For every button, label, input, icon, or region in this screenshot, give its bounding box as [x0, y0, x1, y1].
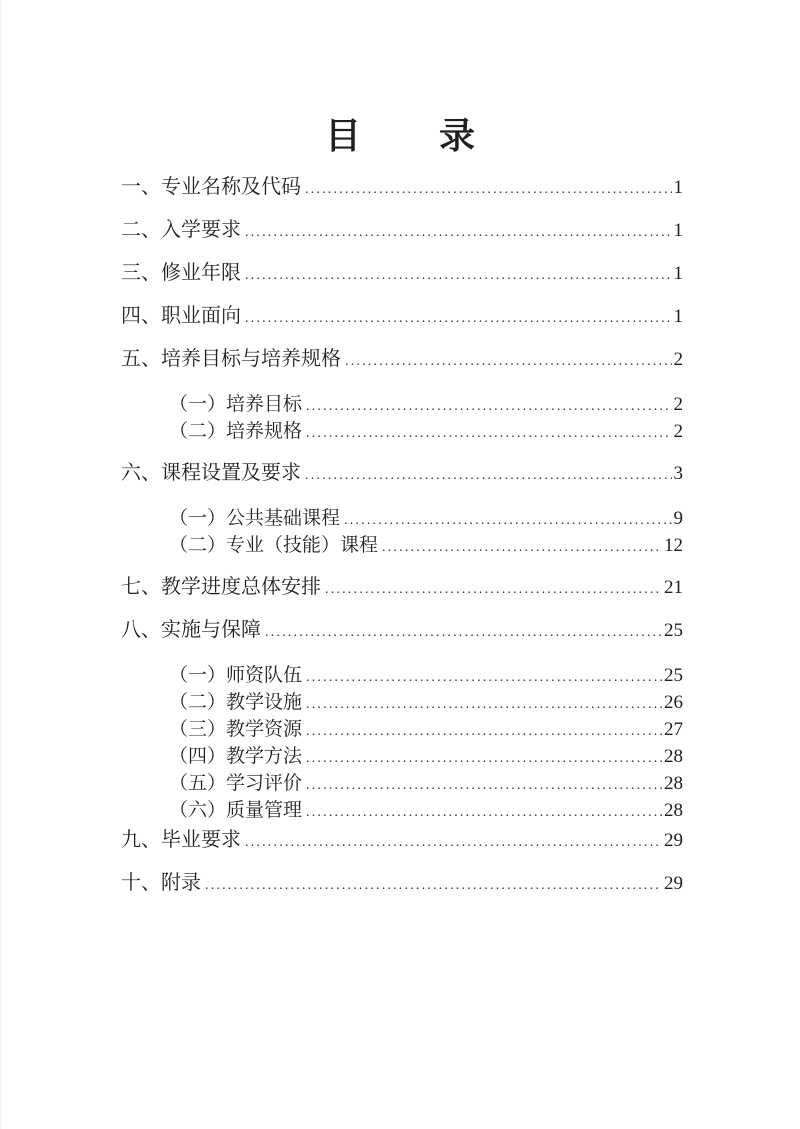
toc-entry-page: 21 [664, 577, 683, 598]
leader-dots [305, 463, 672, 489]
toc-entry-label: （六）质量管理 [169, 800, 303, 821]
toc-entry [121, 419, 683, 446]
toc-entry-label: （二）培养规格 [169, 421, 303, 442]
leader-dots [245, 220, 672, 246]
leader-dots [306, 692, 662, 717]
toc-entry-page: 1 [673, 177, 683, 198]
toc-entry-label: （二）专业（技能）课程 [169, 535, 379, 556]
toc-entry-page: 12 [664, 535, 683, 556]
toc-entry-page: 25 [664, 665, 683, 686]
toc-entry-label: （二）教学设施 [169, 692, 303, 713]
toc-entry-page: 9 [673, 508, 683, 529]
toc-entry-label: （三）教学资源 [169, 719, 303, 740]
toc-entry-page: 3 [673, 463, 683, 484]
toc-entry [121, 617, 683, 646]
toc-entry-label: （四）教学方法 [169, 746, 303, 767]
toc-entry [121, 174, 683, 203]
toc-entry-label: 三、修业年限 [121, 262, 241, 284]
toc-entry [121, 870, 683, 899]
toc-entry-page: 2 [673, 394, 683, 415]
leader-dots [306, 719, 662, 744]
toc-entry [121, 771, 683, 798]
toc-entry-page: 27 [664, 719, 683, 740]
toc-entry [121, 533, 683, 560]
toc-subgroup [121, 392, 683, 446]
toc-entry-page: 2 [673, 349, 683, 370]
leader-dots [306, 800, 662, 825]
toc-entry-page: 28 [664, 800, 683, 821]
toc-subgroup [121, 506, 683, 560]
toc-entry-label: 八、实施与保障 [121, 619, 261, 641]
leader-dots [245, 830, 662, 856]
toc-entry-page: 29 [664, 873, 683, 894]
page-title: 目 录 [324, 116, 477, 156]
toc-entry [121, 574, 683, 603]
toc-entry-label: 一、专业名称及代码 [121, 176, 301, 198]
toc-entry-label: 七、教学进度总体安排 [121, 576, 321, 598]
toc-entry-page: 28 [664, 773, 683, 794]
toc-entry [121, 392, 683, 419]
toc-entry-page: 29 [664, 830, 683, 851]
toc-subgroup [121, 663, 683, 825]
toc-entry-page: 25 [664, 620, 683, 641]
toc-entry-page: 1 [673, 306, 683, 327]
document-page [1, 0, 800, 1129]
leader-dots [344, 508, 671, 533]
toc-entry [121, 346, 683, 375]
toc-entry-label: 四、职业面向 [121, 305, 241, 327]
toc-entry [121, 744, 683, 771]
toc-entry-label: （一）师资队伍 [169, 665, 303, 686]
toc-entry-label: （一）公共基础课程 [169, 508, 341, 529]
leader-dots [265, 620, 662, 646]
leader-dots [245, 263, 672, 289]
toc-entry-label: 五、培养目标与培养规格 [121, 348, 341, 370]
toc-entry-page: 1 [673, 220, 683, 241]
leader-dots [245, 306, 672, 332]
leader-dots [306, 746, 662, 771]
leader-dots [306, 394, 671, 419]
toc-entry-label: 十、附录 [121, 872, 201, 894]
toc-entry-page: 2 [673, 421, 683, 442]
toc-entry-page: 26 [664, 692, 683, 713]
leader-dots [305, 177, 672, 203]
toc-entry-label: 二、入学要求 [121, 219, 241, 241]
toc-entry [121, 663, 683, 690]
leader-dots [325, 577, 662, 603]
toc-entry-page: 1 [673, 263, 683, 284]
leader-dots [345, 349, 672, 375]
toc-entry-page: 28 [664, 746, 683, 767]
toc-entry [121, 460, 683, 489]
table-of-contents [1, 174, 800, 899]
leader-dots [306, 665, 662, 690]
toc-entry [121, 217, 683, 246]
toc-entry [121, 506, 683, 533]
toc-entry [121, 260, 683, 289]
toc-entry-label: （一）培养目标 [169, 394, 303, 415]
leader-dots [382, 535, 662, 560]
toc-entry [121, 827, 683, 856]
leader-dots [306, 773, 662, 798]
toc-entry [121, 717, 683, 744]
leader-dots [306, 421, 671, 446]
toc-entry [121, 690, 683, 717]
toc-entry [121, 798, 683, 825]
leader-dots [205, 873, 662, 899]
toc-entry-label: （五）学习评价 [169, 773, 303, 794]
toc-entry [121, 303, 683, 332]
toc-entry-label: 九、毕业要求 [121, 829, 241, 851]
toc-entry-label: 六、课程设置及要求 [121, 462, 301, 484]
